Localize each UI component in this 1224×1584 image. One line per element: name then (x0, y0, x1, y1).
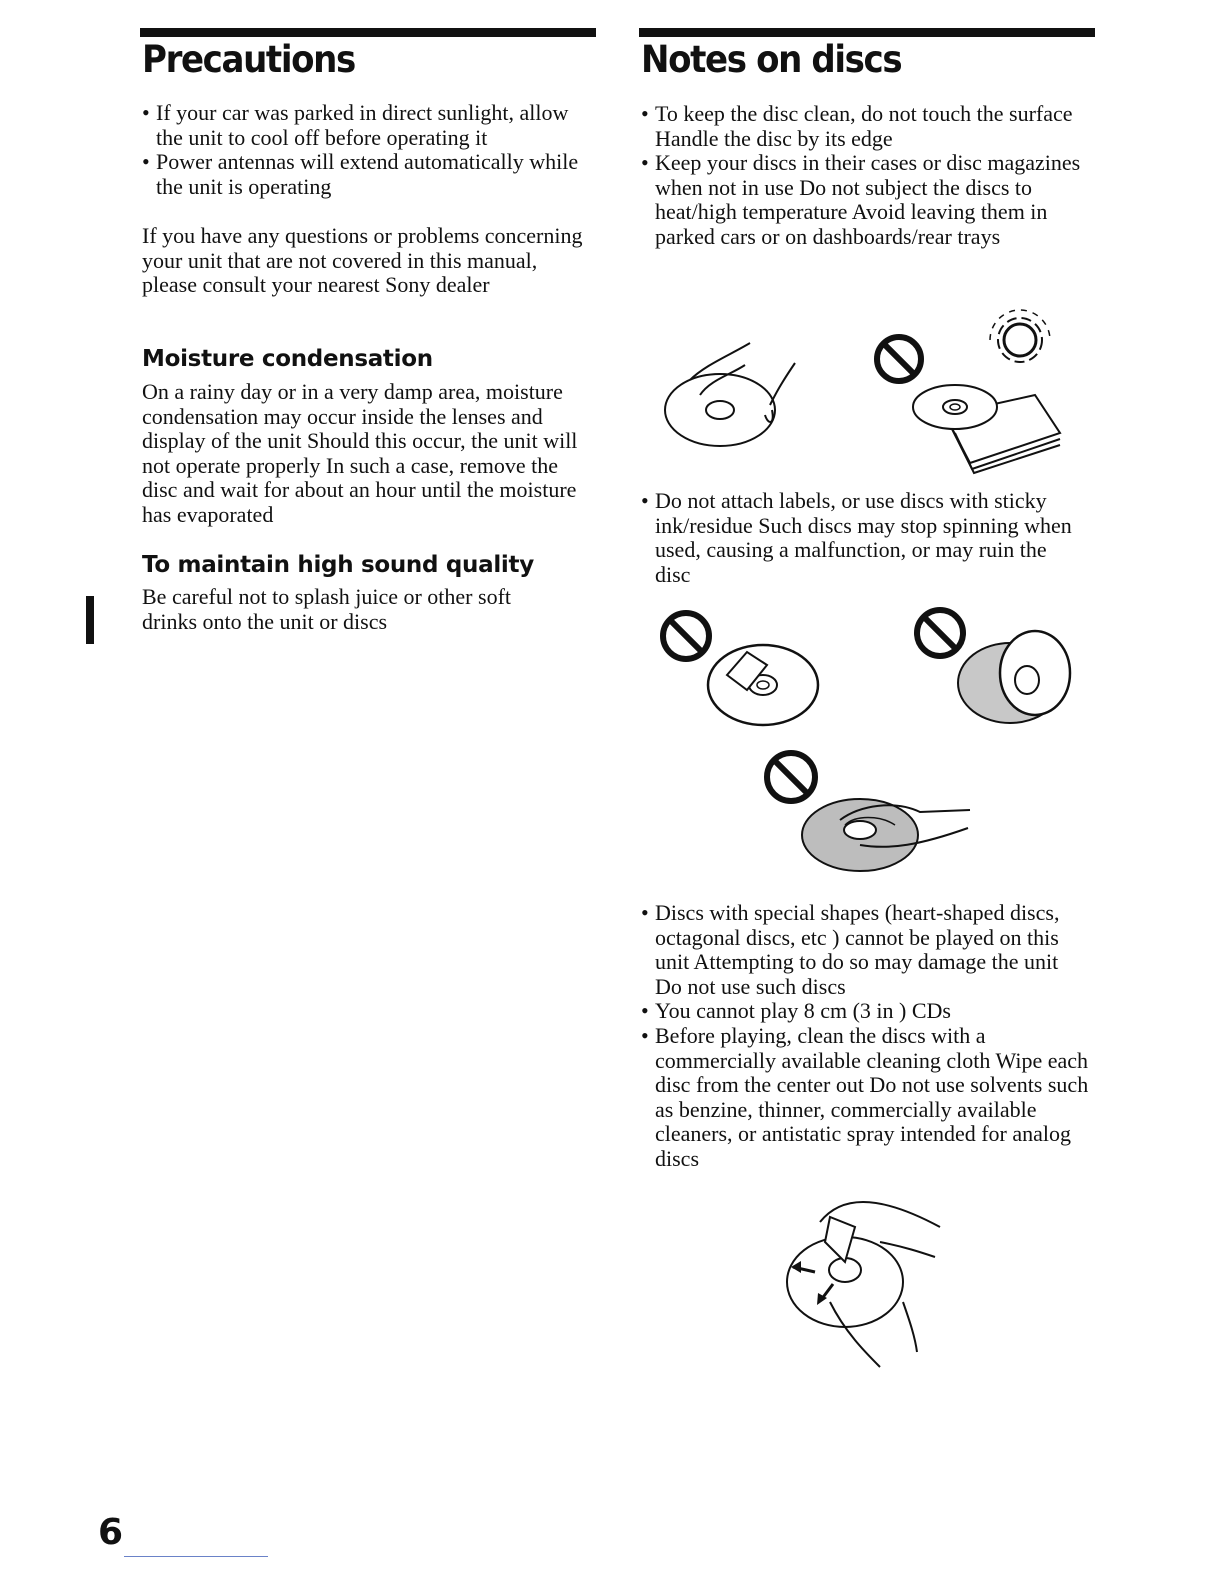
contact-paragraph: If you have any questions or problems concerning your unit that are not covered in this manual, please consult your nearest Sony dealer (142, 223, 583, 298)
precautions-list (142, 101, 592, 199)
list-item: • Power antennas will extend automatically while the unit is operating (142, 150, 592, 199)
list-item: • Before playing, clean the discs with a commercially available cleaning cloth Wipe each disc from the center out Do not use solvents such as benzine, thinner, commercially available cleaners, or antistatic spray intended for analog discs (641, 1024, 1089, 1172)
list-item: • You cannot play 8 cm (3 in ) CDs (641, 999, 1089, 1024)
notes-title: Notes on discs (641, 38, 902, 81)
list-item: • To keep the disc clean, do not touch the surface Handle the disc by its edge (641, 102, 1081, 151)
list-item: • Discs with special shapes (heart-shaped discs, octagonal discs, etc ) cannot be played on this unit Attempting to do so may damage the unit Do not use such discs (641, 901, 1089, 999)
list-item: • Keep your discs in their cases or disc magazines when not in use Do not subject the discs to heat/high temperature Avoid leaving them in parked cars or on dashboards/rear trays (641, 151, 1081, 249)
sticky-disc-illustration (955, 628, 1080, 728)
moisture-text: On a rainy day or in a very damp area, moisture condensation may occur inside the lenses and display of the unit Should this occur, the unit will not operate properly In such a case, remove the disc and wait for about an hour until the moisture has evaporated (142, 379, 578, 527)
list-item: • If your car was parked in direct sunlight, allow the unit to cool off before operating it (142, 101, 592, 150)
footer-rule (124, 1556, 268, 1557)
moisture-heading: Moisture condensation (142, 346, 433, 372)
section-marker (86, 596, 94, 644)
page-number: 6 (98, 1512, 124, 1553)
section-rule (140, 28, 596, 37)
clean-center-out-illustration (785, 1192, 945, 1367)
disc-usage-list (641, 901, 1089, 1172)
disc-care-list (641, 102, 1081, 250)
disc-with-label-illustration (705, 640, 825, 730)
precautions-title: Precautions (142, 38, 355, 81)
sound-heading: To maintain high sound quality (142, 552, 534, 578)
label-warning-list (641, 489, 1086, 587)
section-rule (639, 28, 1095, 37)
list-item: • Do not attach labels, or use discs with sticky ink/residue Such discs may stop spinning when used, causing a malfunction, or may ruin the disc (641, 489, 1086, 587)
hand-holding-disc-illustration (660, 335, 810, 455)
sun-icon (980, 300, 1060, 380)
circular-wiping-illustration (800, 790, 975, 875)
disc-on-cases-illustration (910, 375, 1070, 475)
sound-text: Be careful not to splash juice or other soft drinks onto the unit or discs (142, 584, 512, 634)
